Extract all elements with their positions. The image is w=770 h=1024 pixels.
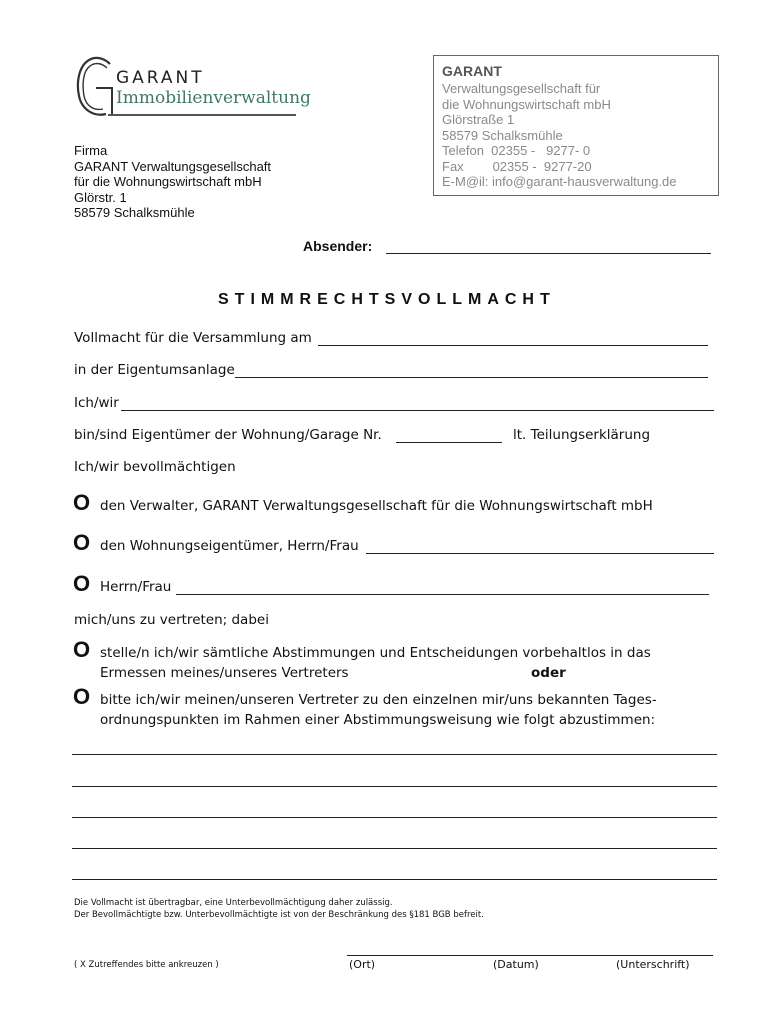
instruction-line[interactable] (72, 817, 717, 818)
datum-label: (Datum) (493, 958, 539, 971)
document-title: STIMMRECHTSVOLLMACHT (218, 291, 556, 308)
ichwir-name-field[interactable] (121, 410, 714, 411)
contact-box-lines (442, 81, 677, 190)
absender-field[interactable] (386, 253, 711, 254)
contact-line: Telefon 02355 - 9277- 0 (442, 143, 591, 158)
contact-line: Fax 02355 - 9277-20 (442, 158, 592, 174)
teilungserklaerung-label: lt. Teilungserklärung (513, 427, 651, 443)
address-line: Glörstr. 1 (74, 189, 127, 205)
ankreuzen-hint: ( X Zutreffendes bitte ankreuzen ) (74, 960, 219, 970)
option-eigentuemer-label: den Wohnungseigentümer, Herrn/Frau (100, 538, 359, 554)
sender-address-block (74, 143, 271, 221)
bevollmaechtigen-label: Ich/wir bevollmächtigen (74, 459, 236, 475)
contact-line: E-M@il: info@garant-hausverwaltung.de (442, 174, 677, 189)
address-line: für die Wohnungswirtschaft mbH (74, 174, 262, 189)
contact-line: 58579 Schalksmühle (442, 127, 563, 143)
vertreten-label: mich/uns zu vertreten; dabei (74, 612, 269, 628)
eigentuemer-name-field[interactable] (366, 553, 714, 554)
wohnung-nr-field[interactable] (396, 442, 502, 443)
versammlung-label: Vollmacht für die Versammlung am (74, 330, 312, 346)
option-stelle-checkbox[interactable]: O (73, 637, 91, 662)
address-line: Firma (74, 143, 108, 158)
instruction-line[interactable] (72, 879, 717, 880)
option-bitte-line2: ordnungspunkten im Rahmen einer Abstimmungsweisung wie folgt abzustimmen: (100, 712, 656, 728)
instruction-line[interactable] (72, 848, 717, 849)
logo-underline (108, 114, 296, 116)
oder-label: oder (531, 665, 566, 681)
option-stelle-line2: Ermessen meines/unseres Vertreters (100, 665, 349, 681)
address-line: 58579 Schalksmühle (74, 205, 195, 220)
garant-logo-icon (74, 54, 118, 120)
option-verwalter-checkbox[interactable]: O (73, 490, 91, 515)
option-bitte-line1: bitte ich/wir meinen/unseren Vertreter zu den einzelnen mir/uns bekannten Tages- (100, 692, 657, 708)
absender-label: Absender: (303, 238, 373, 254)
footnote-line2: Der Bevollmächtigte bzw. Unterbevollmächtigte ist von der Beschränkung des §181 BGB befreit. (74, 910, 484, 920)
contact-line: Verwaltungsgesellschaft für (442, 81, 601, 96)
footnote-line1: Die Vollmacht ist übertragbar, eine Unterbevollmächtigung daher zulässig. (74, 898, 393, 908)
eigentumsanlage-field[interactable] (235, 377, 708, 378)
versammlung-date-field[interactable] (318, 345, 708, 346)
wohnung-label: bin/sind Eigentümer der Wohnung/Garage Nr. (74, 427, 382, 443)
logo-subtitle-text: Immobilienverwaltung (116, 88, 311, 108)
signature-line[interactable] (347, 955, 713, 956)
contact-line: die Wohnungswirtschaft mbH (442, 96, 611, 112)
option-eigentuemer-checkbox[interactable]: O (73, 530, 91, 555)
logo-brand-text: GARANT (116, 68, 205, 88)
instruction-line[interactable] (72, 754, 717, 755)
ort-label: (Ort) (349, 958, 376, 971)
address-line: GARANT Verwaltungsgesellschaft (74, 158, 272, 174)
contact-box-title: GARANT (442, 63, 502, 79)
option-bitte-checkbox[interactable]: O (73, 684, 91, 709)
ichwir-label: Ich/wir (74, 395, 119, 411)
contact-line: Glörstraße 1 (442, 112, 515, 127)
unterschrift-label: (Unterschrift) (616, 958, 690, 971)
option-herrn-label: Herrn/Frau (100, 579, 172, 595)
eigentumsanlage-label: in der Eigentumsanlage (74, 362, 235, 378)
option-verwalter-label: den Verwalter, GARANT Verwaltungsgesellschaft für die Wohnungswirtschaft mbH (100, 498, 653, 514)
option-herrn-checkbox[interactable]: O (73, 571, 91, 596)
instruction-line[interactable] (72, 786, 717, 787)
option-stelle-line1: stelle/n ich/wir sämtliche Abstimmungen und Entscheidungen vorbehaltlos in das (100, 645, 651, 661)
herrn-name-field[interactable] (176, 594, 709, 595)
